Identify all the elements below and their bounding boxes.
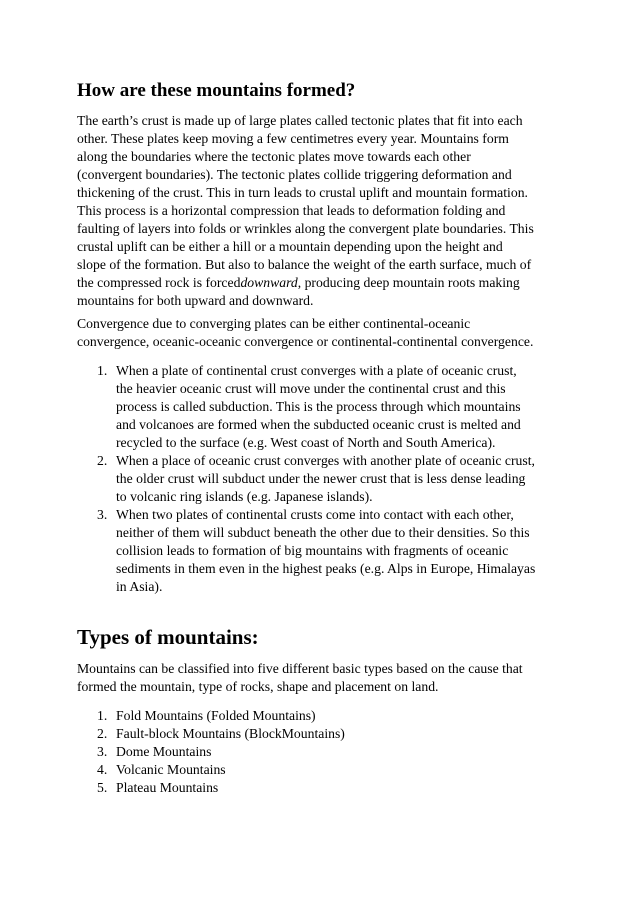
list-line: Volcanic Mountains [116, 762, 226, 777]
paragraph-line: Convergence due to converging plates can be either continental-oceanic [77, 316, 471, 331]
list-number: 5. [97, 780, 108, 795]
list-item [77, 707, 345, 725]
list-line: in Asia). [116, 579, 163, 594]
list-item [77, 779, 345, 797]
list-number: 1. [97, 363, 108, 378]
list-line: Fold Mountains (Folded Mountains) [116, 708, 316, 723]
section-heading-types: Types of mountains: [77, 625, 259, 649]
emphasis-downward: downward [240, 275, 298, 290]
paragraph-line: This process is a horizontal compression that leads to deformation folding and [77, 203, 506, 218]
list-line: and volcanoes are formed when the subducted oceanic crust is melted and [116, 417, 521, 432]
list-item [77, 452, 535, 506]
list-item [77, 506, 535, 596]
paragraph-line: crustal uplift can be either a hill or a mountain depending upon the height and [77, 239, 503, 254]
paragraph-line: Mountains can be classified into five different basic types based on the cause that [77, 661, 523, 676]
list-number: 2. [97, 453, 108, 468]
line-text: the compressed rock is forced [77, 275, 241, 290]
list-item [77, 362, 535, 452]
list-line: When two plates of continental crusts come into contact with each other, [116, 507, 514, 522]
paragraph-line: convergence, oceanic-oceanic convergence or continental-continental convergence. [77, 334, 534, 349]
list-line: Fault-block Mountains (BlockMountains) [116, 726, 345, 741]
paragraph-line [77, 274, 567, 292]
list-item [77, 743, 345, 761]
paragraph-line: slope of the formation. But also to balance the weight of the earth surface, much of [77, 257, 532, 272]
paragraph-line: faulting of layers into folds or wrinkles along the convergent plate boundaries. This [77, 221, 534, 236]
paragraph-line: mountains for both upward and downward. [77, 293, 314, 308]
convergence-types-list [77, 362, 535, 596]
list-line: Dome Mountains [116, 744, 212, 759]
paragraph-line: other. These plates keep moving a few centimetres every year. Mountains form [77, 131, 509, 146]
list-number: 1. [97, 708, 108, 723]
paragraph-line: formed the mountain, type of rocks, shape and placement on land. [77, 679, 439, 694]
list-item [77, 761, 345, 779]
list-item [77, 725, 345, 743]
list-line: When a place of oceanic crust converges with another plate of oceanic crust, [116, 453, 535, 468]
convergence-paragraph [77, 315, 567, 351]
section-heading-formation: How are these mountains formed? [77, 80, 356, 101]
paragraph-line: along the boundaries where the tectonic plates move towards each other [77, 149, 471, 164]
list-line: Plateau Mountains [116, 780, 219, 795]
types-paragraph [77, 660, 567, 696]
paragraph-line: thickening of the crust. This in turn leads to crustal uplift and mountain formation. [77, 185, 528, 200]
list-line: the older crust will subduct under the newer crust that is less dense leading [116, 471, 526, 486]
list-line: collision leads to formation of big mountains with fragments of oceanic [116, 543, 509, 558]
paragraph-line: (convergent boundaries). The tectonic plates collide triggering deformation and [77, 167, 512, 182]
list-number: 3. [97, 744, 108, 759]
list-line: recycled to the surface (e.g. West coast of North and South America). [116, 435, 496, 450]
list-line: the heavier oceanic crust will move under the continental crust and this [116, 381, 506, 396]
list-line: to volcanic ring islands (e.g. Japanese islands). [116, 489, 373, 504]
list-number: 4. [97, 762, 108, 777]
list-line: process is called subduction. This is the process through which mountains [116, 399, 521, 414]
list-number: 3. [97, 507, 108, 522]
formation-paragraph [77, 112, 567, 310]
line-text: , producing deep mountain roots making [297, 275, 520, 290]
mountain-types-list [77, 707, 345, 797]
list-line: neither of them will subduct beneath the other due to their densities. So this [116, 525, 530, 540]
list-number: 2. [97, 726, 108, 741]
list-line: When a plate of continental crust converges with a plate of oceanic crust, [116, 363, 517, 378]
paragraph-line: The earth’s crust is made up of large plates called tectonic plates that fit into each [77, 113, 523, 128]
list-line: sediments in them even in the highest peaks (e.g. Alps in Europe, Himalayas [116, 561, 536, 576]
